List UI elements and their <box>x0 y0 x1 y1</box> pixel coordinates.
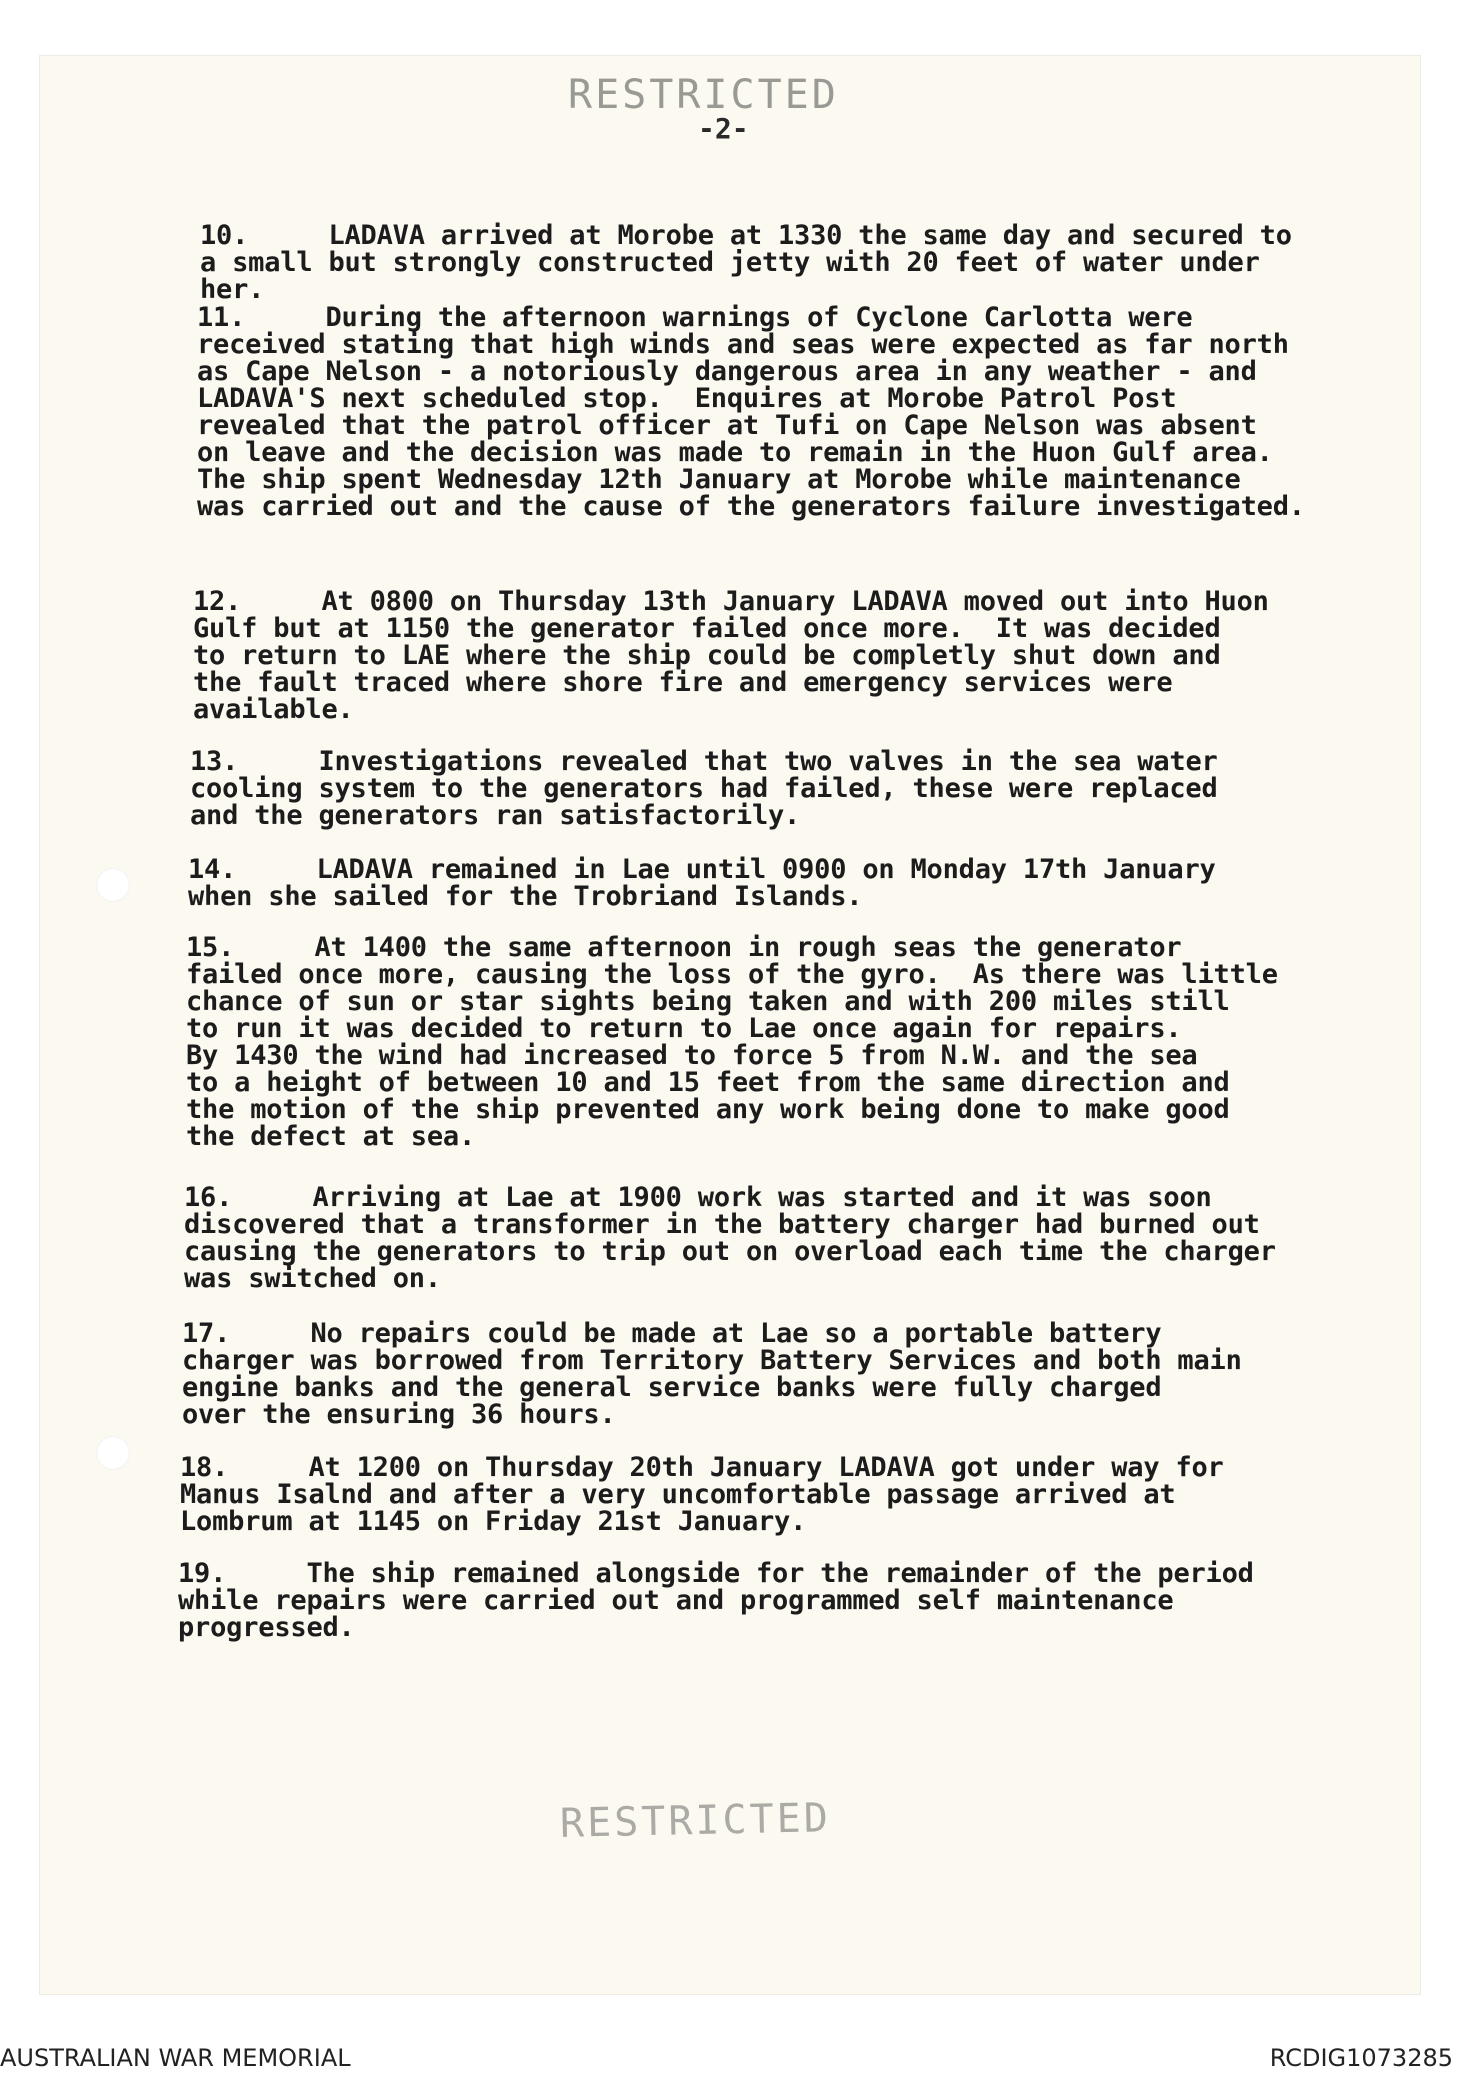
document-page <box>40 56 1420 1994</box>
paragraph-14 <box>188 856 1348 910</box>
page-number: -2- <box>698 112 749 145</box>
paragraph-number: 11. <box>197 302 246 333</box>
paragraph-13 <box>190 748 1350 829</box>
paragraph-19 <box>178 1560 1338 1641</box>
paragraph-number: 10. <box>200 220 249 251</box>
paragraph-text: During the afternoon warnings of Cyclone Carlotta were received stating that high winds and seas were expected as far north as Cape Nelson - a notoriously dangerous area in any weather - and LADAVA'S next scheduled stop. Enquires at Morobe Patrol Post revealed that the patrol officer at Tufi on Cape Nelson was absent on leave and the decision was made to remain in the Huon Gulf area. The ship spent Wednesday 12th January at Morobe while maintenance was carried out and the cause of the generators failure investigated. <box>197 302 1305 522</box>
paragraph-12 <box>193 588 1353 723</box>
paragraph-15 <box>186 934 1346 1150</box>
paragraph-11 <box>197 304 1357 520</box>
paragraph-18 <box>180 1454 1340 1535</box>
footer-record-id: RCDIG1073285 <box>1269 2044 1453 2072</box>
paragraph-16 <box>184 1184 1344 1292</box>
punch-hole-lower <box>96 1436 130 1470</box>
paragraph-number: 13. <box>190 746 239 777</box>
paragraph-number: 18. <box>180 1452 229 1483</box>
footer-archive-label: AUSTRALIAN WAR MEMORIAL <box>0 2044 351 2072</box>
paragraph-text: LADAVA remained in Lae until 0900 on Monday 17th January when she sailed for the Trobriand Islands. <box>188 854 1216 912</box>
paragraph-text: LADAVA arrived at Morobe at 1330 the same day and secured to a small but strongly constructed jetty with 20 feet of water under her. <box>200 220 1292 305</box>
paragraph-number: 15. <box>186 932 235 963</box>
paragraph-text: At 1200 on Thursday 20th January LADAVA got under way for Manus Isalnd and after a very uncomfortable passage arrived at Lombrum at 1145 on Friday 21st January. <box>180 1452 1224 1537</box>
paragraph-number: 14. <box>188 854 237 885</box>
paragraph-text: Arriving at Lae at 1900 work was started and it was soon discovered that a transformer in the battery charger had burned out causing the generators to trip out on overload each time the charger was switched on. <box>184 1182 1276 1294</box>
paragraph-text: Investigations revealed that two valves in the sea water cooling system to the generators had failed, these were replaced and the generators ran satisfactorily. <box>190 746 1218 831</box>
paragraph-17 <box>182 1320 1342 1428</box>
restricted-stamp-bottom: RESTRICTED <box>559 1795 832 1847</box>
paragraph-10 <box>200 222 1360 303</box>
paragraph-text: No repairs could be made at Lae so a portable battery charger was borrowed from Territory Battery Services and both main engine banks and the general service banks were fully charged over the ensuring 36 hours. <box>182 1318 1242 1430</box>
paragraph-text: At 1400 the same afternoon in rough seas the generator failed once more, causing the loss of the gyro. As there was little chance of sun or star sights being taken and with 200 miles still to run it was decided to return to Lae once again for repairs. By 1430 the wind had increased to force 5 from N.W. and the sea to a height of between 10 and 15 feet from the same direction and the motion of the ship prevented any work being done to make good the defect at sea. <box>186 932 1278 1152</box>
paragraph-text: The ship remained alongside for the remainder of the period while repairs were carried out and programmed self maintenance progressed. <box>178 1558 1254 1643</box>
restricted-stamp-top: RESTRICTED <box>568 72 839 118</box>
paragraph-number: 12. <box>193 586 242 617</box>
punch-hole-upper <box>96 868 130 902</box>
paragraph-number: 16. <box>184 1182 233 1213</box>
paragraph-number: 17. <box>182 1318 231 1349</box>
paragraph-number: 19. <box>178 1558 227 1589</box>
paragraph-text: At 0800 on Thursday 13th January LADAVA moved out into Huon Gulf but at 1150 the generator failed once more. It was decided to return to LAE where the ship could be completly shut down and the fault traced where shore fire and emergency services were available. <box>193 586 1269 725</box>
